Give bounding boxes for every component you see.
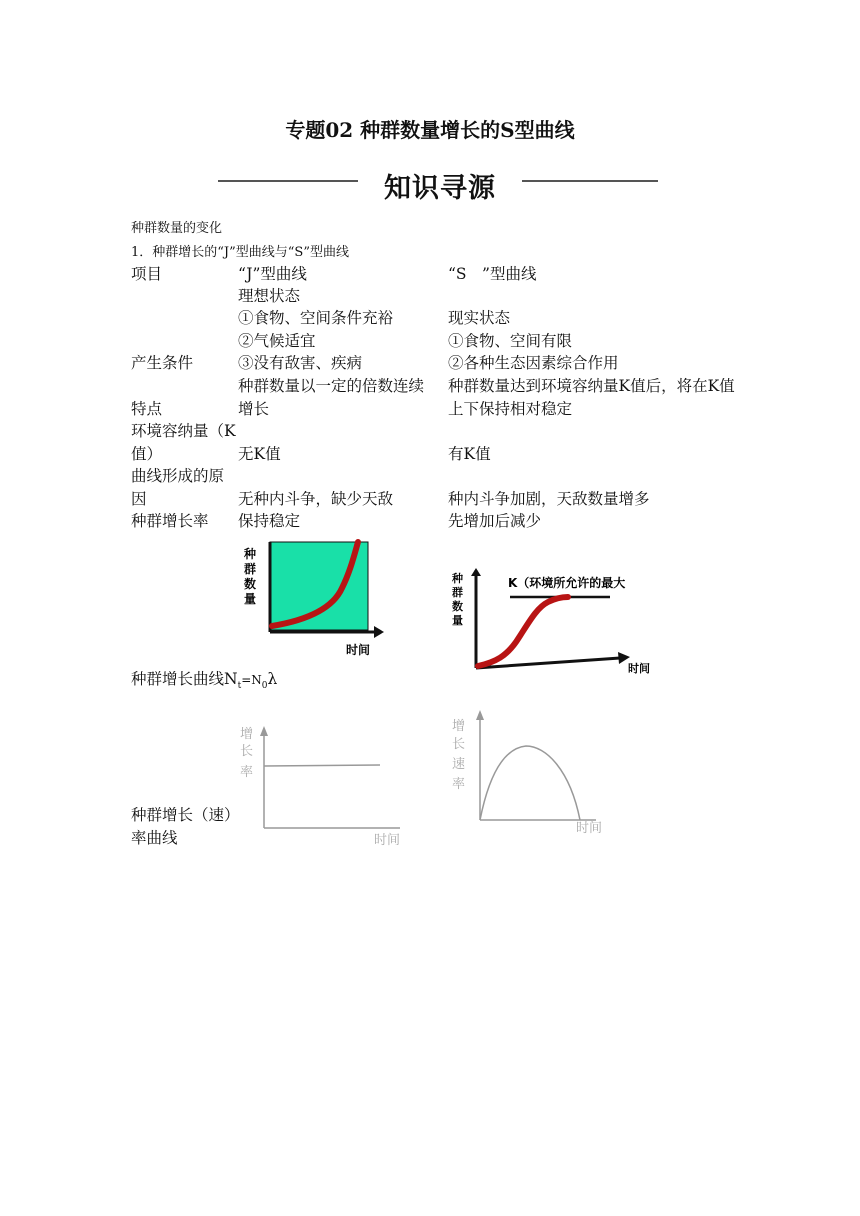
s-y-label-char: 种 bbox=[452, 572, 463, 585]
s-y-arrow bbox=[471, 568, 481, 576]
row-label-rate: 种群增长率 bbox=[131, 512, 209, 530]
section-heading: 种群数量的变化 bbox=[131, 221, 223, 236]
s-feature-line: 上下保持相对稳定 bbox=[448, 400, 573, 418]
s-growth-curve bbox=[478, 597, 568, 666]
page-title: 专题02 种群数量增长的S型曲线 bbox=[285, 118, 575, 142]
j-y-label-char: 种 bbox=[244, 547, 257, 561]
row-label-k: 值） bbox=[131, 445, 163, 463]
j-curve-figure bbox=[238, 538, 388, 660]
s-k-value: 有K值 bbox=[448, 445, 491, 463]
s-condition-line: 现实状态 bbox=[448, 309, 511, 327]
j-feature-line: 增长 bbox=[238, 400, 270, 418]
peak-rate-figure bbox=[446, 708, 626, 838]
rate-y-arrow bbox=[260, 726, 268, 736]
s-y-label-char: 群 bbox=[452, 586, 463, 599]
row-label-cause: 因 bbox=[131, 490, 147, 508]
s-feature-line: 种群数量达到环境容纳量K值后，将在K值 bbox=[448, 377, 735, 395]
row-label-k: 环境容纳量（K bbox=[131, 422, 236, 440]
j-y-label-char: 数 bbox=[244, 577, 257, 591]
rate-curve-label: 种群增长（速） bbox=[131, 806, 240, 824]
s-curve-figure bbox=[444, 568, 662, 678]
speed-y-label-char: 速 bbox=[452, 757, 466, 772]
s-condition-line: ②各种生态因素综合作用 bbox=[448, 354, 619, 372]
speed-rate-curve bbox=[480, 746, 580, 820]
speed-y-label-char: 长 bbox=[452, 737, 466, 752]
subsection-heading: 1．种群增长的“J”型曲线与“S”型曲线 bbox=[131, 245, 349, 260]
k-label: K（环境所允许的最大 bbox=[508, 576, 626, 590]
s-cause: 种内斗争加剧，天敌数量增多 bbox=[448, 490, 650, 508]
banner-right-rule bbox=[522, 180, 658, 182]
j-cause: 无种内斗争，缺少天敌 bbox=[238, 490, 394, 508]
j-condition-line: ②气候适宜 bbox=[238, 332, 316, 350]
j-y-label-char: 量 bbox=[244, 592, 257, 606]
constant-rate-figure bbox=[232, 722, 412, 848]
j-condition-line: ③没有敌害、疾病 bbox=[238, 354, 363, 372]
s-condition-line: ①食物、空间有限 bbox=[448, 332, 573, 350]
rate-y-label-char: 增 bbox=[240, 727, 254, 742]
row-label-cause: 曲线形成的原 bbox=[131, 467, 225, 485]
j-y-label-char: 群 bbox=[244, 562, 257, 576]
speed-y-label-char: 率 bbox=[452, 777, 466, 792]
s-y-label-char: 量 bbox=[452, 614, 463, 627]
j-k-value: 无K值 bbox=[238, 445, 281, 463]
j-condition-line: 理想状态 bbox=[238, 287, 301, 305]
j-feature-line: 种群数量以一定的倍数连续 bbox=[238, 377, 425, 395]
growth-curve-label: 种群增长曲线$N_t=N_0\lambda$ bbox=[131, 670, 278, 692]
j-x-arrow bbox=[374, 626, 384, 638]
col-header-item: 项目 bbox=[131, 265, 163, 283]
speed-x-label: 时间 bbox=[576, 821, 603, 836]
j-x-label: 时间 bbox=[346, 643, 371, 657]
s-y-label-char: 数 bbox=[452, 600, 463, 613]
rate-y-label-char: 长 bbox=[240, 744, 254, 759]
rate-curve-label: 率曲线 bbox=[131, 829, 178, 847]
row-label-condition: 产生条件 bbox=[131, 354, 194, 372]
section-banner: 知识寻源 bbox=[384, 173, 496, 204]
rate-x-label: 时间 bbox=[374, 833, 401, 848]
banner-left-rule bbox=[218, 180, 358, 182]
row-label-feature: 特点 bbox=[131, 400, 163, 418]
speed-y-arrow bbox=[476, 710, 484, 720]
speed-y-label-char: 增 bbox=[452, 719, 466, 734]
col-header-j: “J”型曲线 bbox=[238, 265, 307, 283]
s-x-label: 时间 bbox=[628, 662, 650, 675]
j-rate: 保持稳定 bbox=[238, 512, 301, 530]
s-rate: 先增加后减少 bbox=[448, 512, 542, 530]
j-condition-line: ①食物、空间条件充裕 bbox=[238, 309, 394, 327]
col-header-s: “S ”型曲线 bbox=[448, 265, 537, 283]
constant-rate-line bbox=[264, 765, 380, 766]
rate-y-label-char: 率 bbox=[240, 765, 254, 780]
